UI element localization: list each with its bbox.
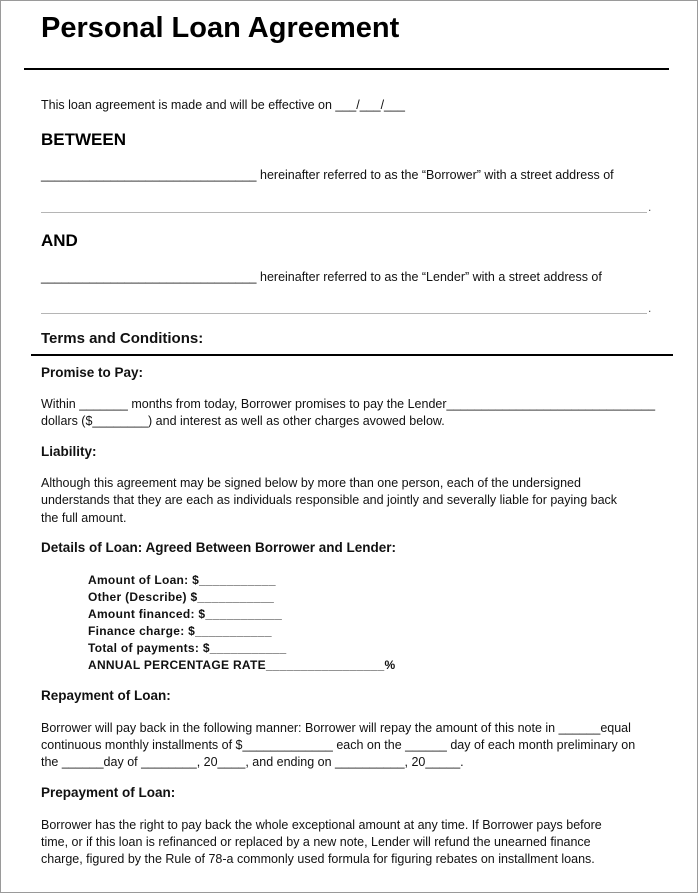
and-label: AND — [41, 231, 78, 250]
prepayment-line-3: charge, figured by the Rule of 78-a commonly used formula for figuring rebates on installment loans. — [41, 852, 595, 866]
terms-divider — [31, 354, 673, 356]
borrower-line — [41, 168, 614, 182]
promise-line-1: Within _______ months from today, Borrower promises to pay the Lender______________________________ — [41, 397, 656, 411]
repayment-line-3: the ______day of ________, 20____, and ending on __________, 20_____. — [41, 755, 464, 769]
detail-total-payments: Total of payments: $___________ — [88, 641, 287, 655]
intro-text: This loan agreement is made and will be effective on ___/___/___ — [41, 98, 405, 112]
promise-heading: Promise to Pay: — [41, 365, 144, 380]
repayment-line-1: Borrower will pay back in the following manner: Borrower will repay the amount of this note in ______equal — [41, 721, 631, 735]
borrower-address-end: . — [648, 200, 652, 214]
prepayment-line-1: Borrower has the right to pay back the whole exceptional amount at any time. If Borrower pays before — [41, 818, 602, 832]
prepayment-heading: Prepayment of Loan: — [41, 785, 176, 800]
liability-line-1: Although this agreement may be signed below by more than one person, each of the undersigned — [41, 476, 581, 490]
borrower-name-blank[interactable]: _______________________________ — [41, 168, 257, 182]
liability-line-2: understands that they are each as individuals responsible and jointly and severally liable for paying back — [41, 493, 618, 507]
detail-amount-financed: Amount financed: $___________ — [88, 607, 283, 621]
promise-line-2: dollars ($________) and interest as well as other charges avowed below. — [41, 414, 445, 428]
terms-heading: Terms and Conditions: — [41, 330, 204, 347]
detail-finance-charge: Finance charge: $___________ — [88, 624, 272, 638]
lender-address-end: . — [648, 301, 652, 315]
detail-other: Other (Describe) $___________ — [88, 590, 275, 604]
lender-line — [41, 270, 602, 284]
liability-heading: Liability: — [41, 444, 97, 459]
lender-text: hereinafter referred to as the “Lender” with a street address of — [260, 270, 602, 284]
repayment-line-2: continuous monthly installments of $_____________ each on the ______ day of each month preliminary on — [41, 738, 636, 752]
lender-name-blank[interactable]: _______________________________ — [41, 270, 257, 284]
detail-amount-of-loan: Amount of Loan: $___________ — [88, 573, 276, 587]
between-label: BETWEEN — [41, 130, 126, 149]
lender-address-line[interactable] — [41, 313, 647, 314]
title-divider — [24, 68, 669, 70]
document-title: Personal Loan Agreement — [41, 12, 400, 44]
liability-line-3: the full amount. — [41, 511, 127, 525]
borrower-text: hereinafter referred to as the “Borrower” with a street address of — [260, 168, 614, 182]
detail-apr: ANNUAL PERCENTAGE RATE_________________% — [88, 658, 396, 672]
repayment-heading: Repayment of Loan: — [41, 688, 171, 703]
borrower-address-line[interactable] — [41, 212, 647, 213]
prepayment-line-2: time, or if this loan is refinanced or replaced by a new note, Lender will refund the unearned finance — [41, 835, 591, 849]
details-heading: Details of Loan: Agreed Between Borrower and Lender: — [41, 540, 397, 555]
